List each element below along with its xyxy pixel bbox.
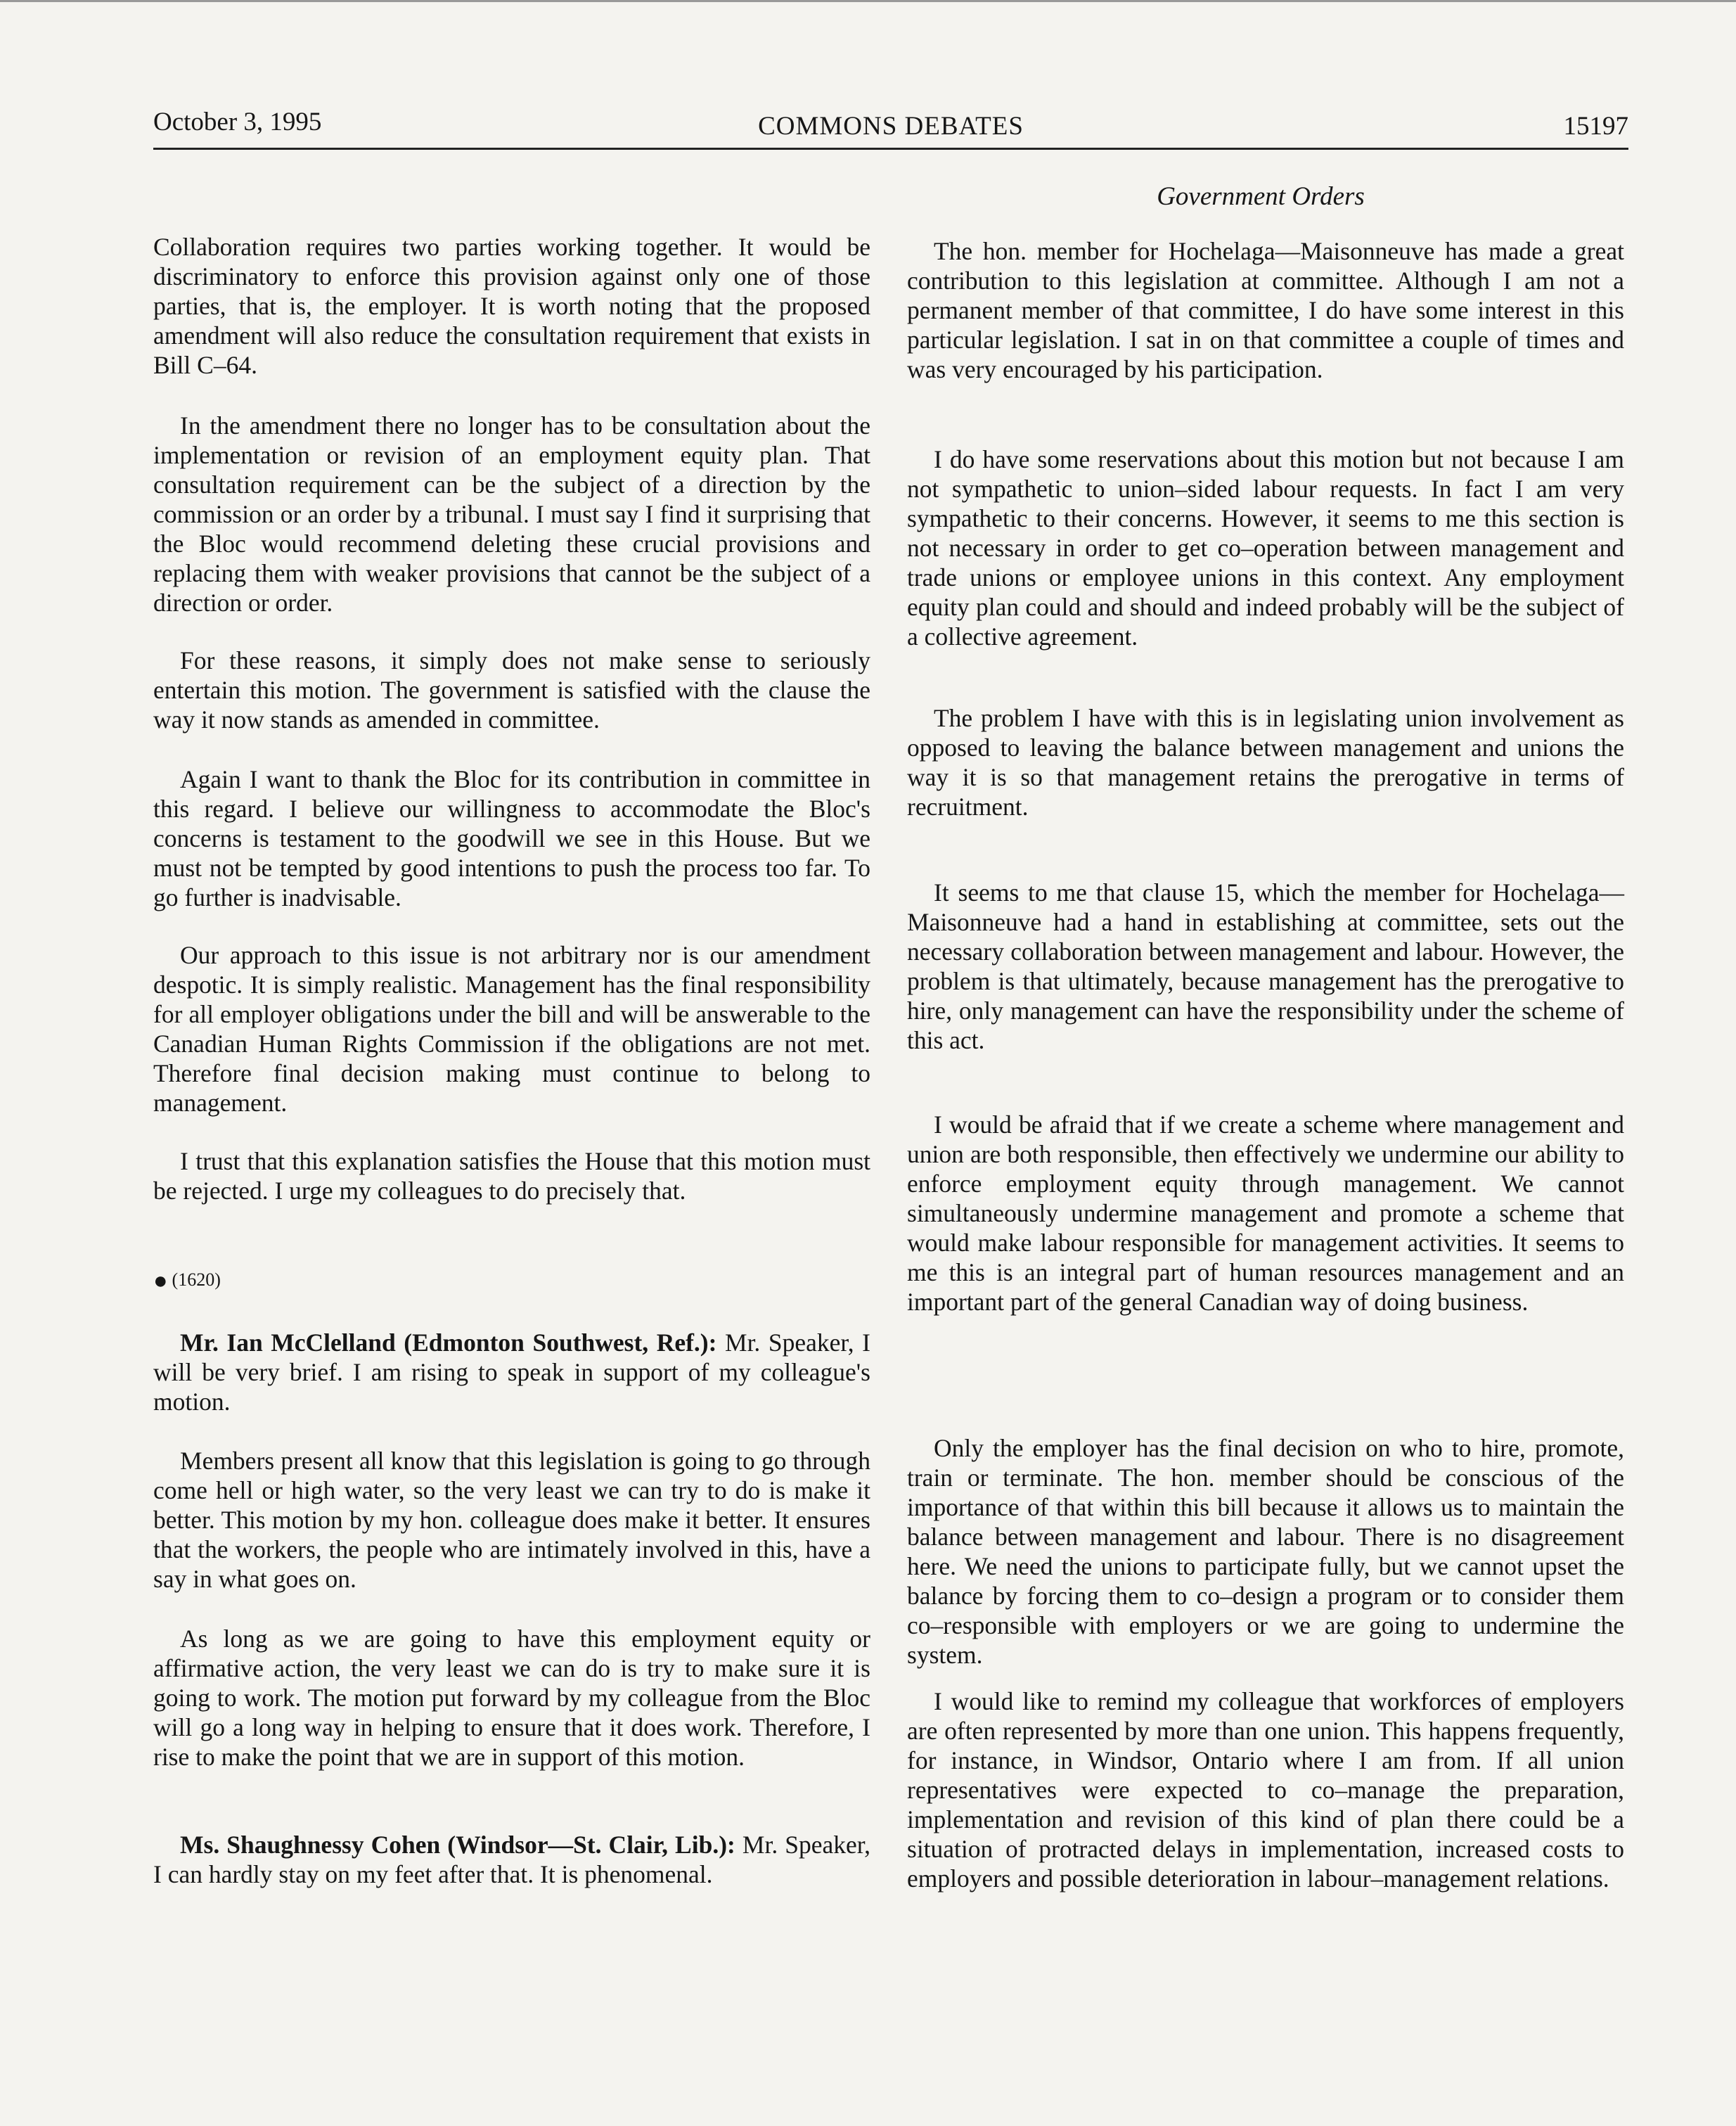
time-marker <box>153 1268 221 1295</box>
paragraph: Again I want to thank the Bloc for its contribution in committee in this regard. I believe our willingness to accommodate the Bloc's concerns is testament to the goodwill we see in this House. But we must not be tempted by good intentions to push the process too far. To go further is inadvisable. <box>153 765 870 911</box>
speaker-name: Mr. Ian McClelland (Edmonton Southwest, Ref.): <box>180 1328 717 1357</box>
bullet-icon: ● <box>153 1268 168 1294</box>
paragraph: For these reasons, it simply does not make sense to seriously entertain this motion. The government is satisfied with the clause the way it now stands as amended in committee. <box>153 646 870 734</box>
header-page-number: 15197 <box>1563 112 1628 141</box>
paragraph: It seems to me that clause 15, which the member for Hochelaga—Maisonneuve had a hand in establishing at committee, sets out the necessary collaboration between management and labour. However, the problem is that ultimately, because management has the prerogative to hire, only management can have the responsibility under the scheme of this act. <box>907 878 1624 1054</box>
header-title: COMMONS DEBATES <box>758 112 1024 141</box>
paragraph: The problem I have with this is in legislating union involvement as opposed to leaving the balance between management and unions the way it is so that management retains the prerogative in terms of recruitment. <box>907 704 1624 821</box>
paragraph: I do have some reservations about this motion but not because I am not sympathetic to union–sided labour requests. In fact I am very sympathetic to their concerns. However, it seems to me this section is not necessary in order to get co–operation between management and trade unions or employee unions in this context. Any employment equity plan could and should and indeed probably will be the subject of a collective agreement. <box>907 445 1624 651</box>
paragraph: Our approach to this issue is not arbitrary nor is our amendment despotic. It is simply realistic. Management has the final responsibility for all employer obligations under the bill and will be answerable to the Canadian Human Rights Commission if the obligations are not met. Therefore final decision making must continue to belong to management. <box>153 941 870 1117</box>
paragraph: I would like to remind my colleague that workforces of employers are often represented by more than one union. This happens frequently, for instance, in Windsor, Ontario where I am from. If all union representatives were expected to co–manage the preparation, implementation and revision of this kind of plan there could be a situation of protracted delays in implementation, increased costs to employers and possible deterioration in labour–management relations. <box>907 1687 1624 1893</box>
paragraph: As long as we are going to have this employment equity or affirmative action, the very least we can do is try to make sure it is going to work. The motion put forward by my colleague from the Bloc will go a long way in helping to ensure that it does work. Therefore, I rise to make the point that we are in support of this motion. <box>153 1625 870 1771</box>
time-marker-text: (1620) <box>172 1269 221 1290</box>
section-label: Government Orders <box>1157 182 1365 211</box>
page-top-edge <box>0 0 1736 2</box>
speech-text: Mr. Speaker, I will be very brief. I am rising to speak in support of my colleague's motion. <box>153 1328 870 1416</box>
speech-cohen <box>153 1830 870 1889</box>
speech-mcclelland <box>153 1328 870 1416</box>
paragraph: I would be afraid that if we create a scheme where management and union are both responsible, then effectively we undermine our ability to enforce employment equity through management. We cannot simultaneously undermine management and promote a scheme that would make labour responsible for management activities. It seems to me this is an integral part of human resources management and an important part of the general Canadian way of doing business. <box>907 1110 1624 1316</box>
paragraph: I trust that this explanation satisfies the House that this motion must be rejected. I urge my colleagues to do precisely that. <box>153 1147 870 1205</box>
paragraph: In the amendment there no longer has to be consultation about the implementation or revision of an employment equity plan. That consultation requirement can be the subject of a direction by the commission or an order by a tribunal. I must say I find it surprising that the Bloc would recommend deleting these crucial provisions and replacing them with weaker provisions that cannot be the subject of a direction or order. <box>153 411 870 617</box>
header-date: October 3, 1995 <box>153 108 322 136</box>
speech-text: Mr. Speaker, I can hardly stay on my feet after that. It is phenomenal. <box>153 1831 871 1888</box>
paragraph: Collaboration requires two parties working together. It would be discriminatory to enforce this provision against only one of those parties, that is, the employer. It is worth noting that the proposed amendment will also reduce the consultation requirement that exists in Bill C–64. <box>153 233 870 379</box>
page-header <box>153 107 1628 149</box>
paragraph: The hon. member for Hochelaga—Maisonneuve has made a great contribution to this legislation at committee. Although I am not a permanent member of that committee, I do have some interest in this particular legislation. I sat in on that committee a couple of times and was very encouraged by his participation. <box>907 237 1624 383</box>
header-rule <box>153 148 1628 150</box>
speaker-name: Ms. Shaughnessy Cohen (Windsor—St. Clair, Lib.): <box>180 1831 735 1859</box>
paragraph: Only the employer has the final decision on who to hire, promote, train or terminate. The hon. member should be conscious of the importance of that within this bill because it allows us to maintain the balance between management and labour. There is no disagreement here. We need the unions to participate fully, but we cannot upset the balance by forcing them to co–design a program or to consider them co–responsible with employers or we are going to undermine the system. <box>907 1434 1624 1669</box>
paragraph: Members present all know that this legislation is going to go through come hell or high water, so the very least we can try to do is make it better. This motion by my hon. colleague does make it better. It ensures that the workers, the people who are intimately involved in this, have a say in what goes on. <box>153 1447 870 1593</box>
